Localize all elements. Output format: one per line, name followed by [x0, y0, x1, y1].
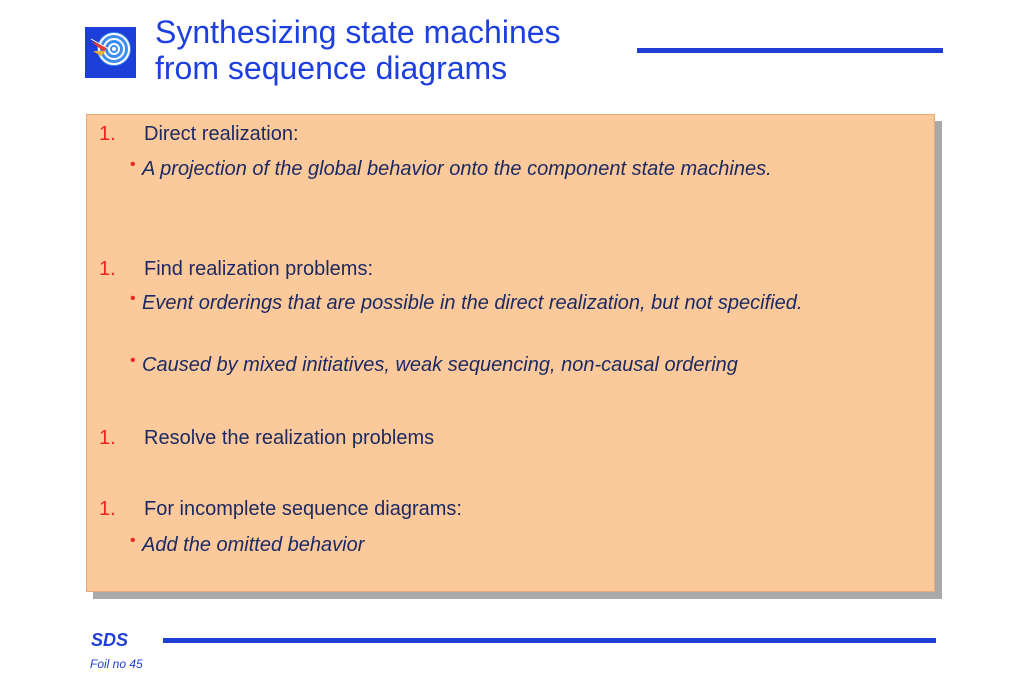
sub-item-text: Add the omitted behavior: [142, 534, 365, 556]
item-text: Find realization problems:: [144, 258, 373, 280]
item-text: For incomplete sequence diagrams:: [144, 498, 462, 520]
footer-rule: [163, 638, 936, 643]
item-number: 1.: [99, 498, 116, 520]
item-text: Direct realization:: [144, 123, 299, 145]
footer-brand: SDS: [91, 630, 129, 650]
bullet-icon: •: [130, 352, 136, 369]
bullet-icon: •: [130, 532, 136, 549]
bullet-icon: •: [130, 156, 136, 173]
content-panel: [86, 114, 935, 592]
sub-item-text: Event orderings that are possible in the direct realization, but not specified.: [142, 292, 803, 314]
item-text: Resolve the realization problems: [144, 427, 435, 449]
item-number: 1.: [99, 427, 116, 449]
logo: [85, 27, 136, 78]
slide-title-text: Synthesizing state machines from sequence diagrams: [155, 14, 561, 86]
logo-icon: [85, 27, 136, 78]
title-underline: [637, 48, 943, 53]
bullet-icon: •: [130, 290, 136, 307]
item-number: 1.: [99, 258, 116, 280]
sub-item-text: Caused by mixed initiatives, weak sequencing, non-causal ordering: [142, 354, 738, 376]
sub-item-text: A projection of the global behavior onto the component state machines.: [142, 158, 772, 180]
slide-title: [155, 14, 561, 86]
footer-foil-number: Foil no 45: [90, 657, 143, 671]
item-number: 1.: [99, 123, 116, 145]
